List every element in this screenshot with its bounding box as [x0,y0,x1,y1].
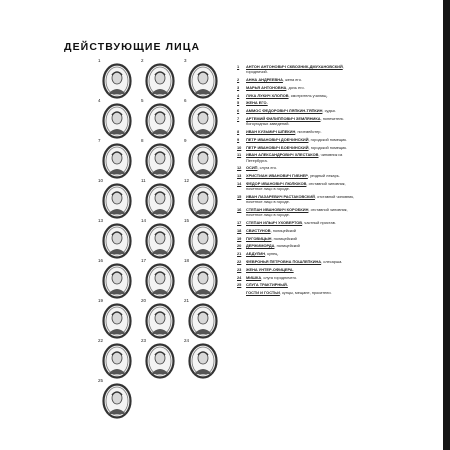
character-entry: 8 ИВАН КУЗЬМИЧ ШПЕКИН, почтмейстер. [237,128,322,134]
ornate-frame-icon [145,63,175,99]
character-entry [237,267,357,272]
character-entry: 3 МАРЬЯ АНТОНОВНА, дочь его. [237,84,305,90]
entry-number: 14 [237,180,242,186]
character-entry: 24 МИШКА, слуга городничего. [237,274,298,280]
ornate-frame-icon [145,303,175,339]
entry-name: ИВАН КУЗЬМИЧ ШПЕКИН [246,128,296,134]
entry-description: чиновник из Петербурга. [246,152,343,163]
character-portrait [184,220,224,260]
portrait-grid [98,60,223,415]
entry-name: ПЕТР ИВАНОВИЧ ДОБЧИНСКИЙ [246,136,309,142]
portrait-number: 6 [184,98,187,103]
character-portrait [141,260,181,300]
portrait-number: 5 [141,98,144,103]
portrait-number: 20 [141,298,147,303]
ornate-frame-icon [145,143,175,179]
portrait-number: 10 [98,178,104,183]
character-portrait [141,220,181,260]
entry-description: полицейский [276,243,300,249]
entry-description: полицейский [272,227,296,233]
character-entry: 10 ПЕТР ИВАНОВИЧ БОБЧИНСКИЙ, городской помещик. [237,144,348,150]
portrait-number: 4 [98,98,101,103]
entry-description: полицейский [273,235,297,241]
entry-number: 24 [237,274,242,280]
portrait-number: 16 [98,258,104,263]
character-portrait [98,260,138,300]
portrait-number: 12 [184,178,190,183]
character-entry: 6 АММОС ФЕДОРОВИЧ ЛЯПКИН-ТЯПКИН, судья. [237,108,336,114]
character-portrait [98,380,138,420]
entry-description: дочь его. [288,84,305,90]
character-entry: 14 ФЕДОР ИВАНОВИЧ ЛЮЛЮКОВ, отставной чиновник, почетное лицо в городе. [237,180,346,192]
ornate-frame-icon [145,103,175,139]
entry-number: 11 [237,152,242,158]
portrait-number: 23 [141,338,147,343]
portrait-number: 13 [98,218,104,223]
ornate-frame-icon [102,223,132,259]
portrait-number: 18 [184,258,190,263]
character-portrait [98,300,138,340]
entry-description: слесарша. [323,258,343,264]
entry-description: слуга городничего. [263,274,298,280]
ornate-frame-icon [102,343,132,379]
ornate-frame-icon [102,143,132,179]
entry-name: ФЕВРОНЬЯ ПЕТРОВНА ПОШЛЕПКИНА [246,258,322,264]
ornate-frame-icon [102,103,132,139]
entry-description: купец. [267,251,279,257]
character-entry: 4 ЛУКА ЛУКИЧ ХЛОПОВ, смотритель училищ. [237,92,328,98]
entry-number: 13 [237,173,242,179]
entry-name: АММОС ФЕДОРОВИЧ ЛЯПКИН-ТЯПКИН [246,108,323,114]
entry-number: 17 [237,219,242,225]
portrait-number: 17 [141,258,147,263]
entry-name: ИВАН ЛАЗАРЕВИЧ РАСТАКОВСКИЙ [246,193,315,199]
character-portrait [184,260,224,300]
entry-name: ИВАН АЛЕКСАНДРОВИЧ ХЛЕСТАКОВ [246,152,319,158]
entry-number: 3 [237,84,240,90]
portrait-number: 14 [141,218,147,223]
entry-description: судья. [324,108,336,114]
ornate-frame-icon [188,63,218,99]
entry-number: 25 [237,282,242,288]
character-entry [237,282,357,287]
character-portrait [98,180,138,220]
entry-name: МАРЬЯ АНТОНОВНА [246,84,287,90]
portrait-number: 7 [98,138,101,143]
portrait-number: 25 [98,378,104,383]
portrait-number: 1 [98,58,101,63]
portrait-number: 24 [184,338,190,343]
ornate-frame-icon [145,223,175,259]
character-entry: 15 ИВАН ЛАЗАРЕВИЧ РАСТАКОВСКИЙ, отставной чиновник, почетное лицо в городе. [237,193,355,205]
page-edge-bar [443,0,450,450]
ornate-frame-icon [102,303,132,339]
entry-name: ПУГОВИЦЫН [246,235,272,241]
entry-description: городничий. [246,69,268,75]
entry-name: АБДУЛИН [246,251,266,257]
entry-number: 10 [237,144,242,150]
entry-description: попечитель богоугодных заведений. [246,115,344,127]
ornate-frame-icon [102,263,132,299]
entry-description: отставной чиновник, почетное лицо в городе. [246,193,355,205]
entry-name: СТЕПАН ИЛЬИЧ УХОВЕРТОВ [246,219,303,225]
character-entry: 21 АБДУЛИН, купец. [237,251,279,257]
character-portrait [184,340,224,380]
entry-number: 12 [237,165,242,171]
page-title: ДЕЙСТВУЮЩИЕ ЛИЦА [64,41,201,53]
character-entry: 22 ФЕВРОНЬЯ ПЕТРОВНА ПОШЛЕПКИНА, слесарша. [237,258,343,264]
entry-name: СТЕПАН ИВАНОВИЧ КОРОБКИН [246,206,309,212]
character-entry: 2 АННА АНДРЕЕВНА, жена его. [237,77,303,82]
character-entry: 13 ХРИСТИАН ИВАНОВИЧ ГИБНЕР, уездный лекарь. [237,173,340,179]
character-portrait [98,100,138,140]
entry-number: 8 [237,128,240,134]
character-entry: 11 ИВАН АЛЕКСАНДРОВИЧ ХЛЕСТАКОВ, чиновник из Петербурга. [237,152,343,163]
portrait-number: 15 [184,218,190,223]
entry-description: частный пристав. [304,219,336,225]
character-entry [237,100,357,105]
character-portrait [141,340,181,380]
entry-number: 21 [237,251,242,257]
entry-name: ГОСТИ И ГОСТЬИ [246,290,280,296]
character-portrait [184,140,224,180]
character-portrait [98,60,138,100]
entry-name: СЛУГА ТРАКТИРНЫЙ. [246,282,288,288]
entry-description: купцы, мещане, просители. [282,290,332,296]
ornate-frame-icon [188,183,218,219]
character-entry: 7 АРТЕМИЙ ФИЛИППОВИЧ ЗЕМЛЯНИКА, попечитель богоугодных заведений. [237,115,344,127]
entry-number: 1 [237,64,240,69]
character-entry: 18 СВИСТУНОВ, полицейский [237,227,296,233]
portrait-number: 21 [184,298,190,303]
character-portrait [141,60,181,100]
character-portrait [141,140,181,180]
entry-number: 22 [237,258,242,264]
ornate-frame-icon [145,343,175,379]
character-entry: 12 ОСИП, слуга его. [237,165,278,171]
entry-number: 20 [237,243,242,249]
character-entry: 1 АНТОН АНТОНОВИЧ СКВОЗНИК-ДМУХАНОВСКИЙ, городничий. [237,64,344,75]
character-portrait [141,300,181,340]
character-entry: 17 СТЕПАН ИЛЬИЧ УХОВЕРТОВ, частный пристав. [237,219,336,225]
entry-name: ОСИП [246,165,258,171]
ornate-frame-icon [188,223,218,259]
entry-name: ХРИСТИАН ИВАНОВИЧ ГИБНЕР [246,173,308,179]
character-entry: 19 ПУГОВИЦЫН, полицейский [237,235,297,241]
portrait-number: 8 [141,138,144,143]
entry-name: ДЕРЖИМОРДА [246,243,275,249]
entry-number: 23 [237,266,242,272]
entry-description: отставной чиновник, почетное лицо в городе. [246,206,348,218]
ornate-frame-icon [188,263,218,299]
entry-description: городской помещик. [310,136,348,142]
entry-number: 5 [237,100,240,106]
entry-number: 2 [237,77,240,82]
ornate-frame-icon [102,183,132,219]
entry-description: жена его. [285,77,303,82]
entry-number: 4 [237,92,240,98]
ornate-frame-icon [188,343,218,379]
ornate-frame-icon [145,263,175,299]
character-portrait [141,100,181,140]
entry-description: отставной чиновник, почетное лицо в городе. [246,180,346,192]
entry-name: ЖЕНА УНТЕР-ОФИЦЕРА. [246,266,294,272]
entry-number: 9 [237,136,240,142]
ornate-frame-icon [188,103,218,139]
entry-name: МИШКА [246,274,262,280]
character-entry: 9 ПЕТР ИВАНОВИЧ ДОБЧИНСКИЙ, городской помещик. [237,136,348,142]
character-list [237,64,357,298]
entry-name: АННА АНДРЕЕВНА [246,77,283,82]
entry-description: слуга его. [259,165,278,171]
character-portrait [184,300,224,340]
character-entry: 16 СТЕПАН ИВАНОВИЧ КОРОБКИН, отставной чиновник, почетное лицо в городе. [237,206,348,218]
character-entry: ГОСТИ И ГОСТЬИ, купцы, мещане, просители. [246,290,332,296]
entry-number: 18 [237,227,242,233]
ornate-frame-icon [102,383,132,419]
entry-name: АРТЕМИЙ ФИЛИППОВИЧ ЗЕМЛЯНИКА [246,115,321,121]
character-portrait [184,100,224,140]
entry-name: ЖЕНА ЕГО. [246,100,268,106]
ornate-frame-icon [145,183,175,219]
ornate-frame-icon [102,63,132,99]
character-portrait [98,220,138,260]
portrait-number: 22 [98,338,104,343]
entry-number: 7 [237,115,240,121]
entry-name: ЛУКА ЛУКИЧ ХЛОПОВ [246,92,289,98]
portrait-number: 11 [141,178,146,183]
entry-name: ПЕТР ИВАНОВИЧ БОБЧИНСКИЙ [246,144,309,150]
entry-name: СВИСТУНОВ [246,227,271,233]
entry-number: 15 [237,193,242,199]
character-entry: 20 ДЕРЖИМОРДА, полицейский [237,243,300,249]
entry-description: почтмейстер. [297,128,322,134]
entry-name: АНТОН АНТОНОВИЧ СКВОЗНИК-ДМУХАНОВСКИЙ [246,64,343,69]
entry-description: уездный лекарь. [310,173,340,179]
character-portrait [98,340,138,380]
entry-number: 19 [237,235,242,241]
entry-number: 16 [237,206,242,212]
portrait-number: 2 [141,58,144,63]
entry-name: ФЕДОР ИВАНОВИЧ ЛЮЛЮКОВ [246,180,307,186]
character-portrait [184,60,224,100]
portrait-number: 3 [184,58,187,63]
entry-number: 6 [237,108,240,114]
ornate-frame-icon [188,303,218,339]
character-portrait [184,180,224,220]
character-portrait [141,180,181,220]
entry-description: смотритель училищ. [290,92,328,98]
entry-description: городской помещик. [310,144,348,150]
portrait-number: 9 [184,138,187,143]
character-portrait [98,140,138,180]
portrait-number: 19 [98,298,104,303]
ornate-frame-icon [188,143,218,179]
